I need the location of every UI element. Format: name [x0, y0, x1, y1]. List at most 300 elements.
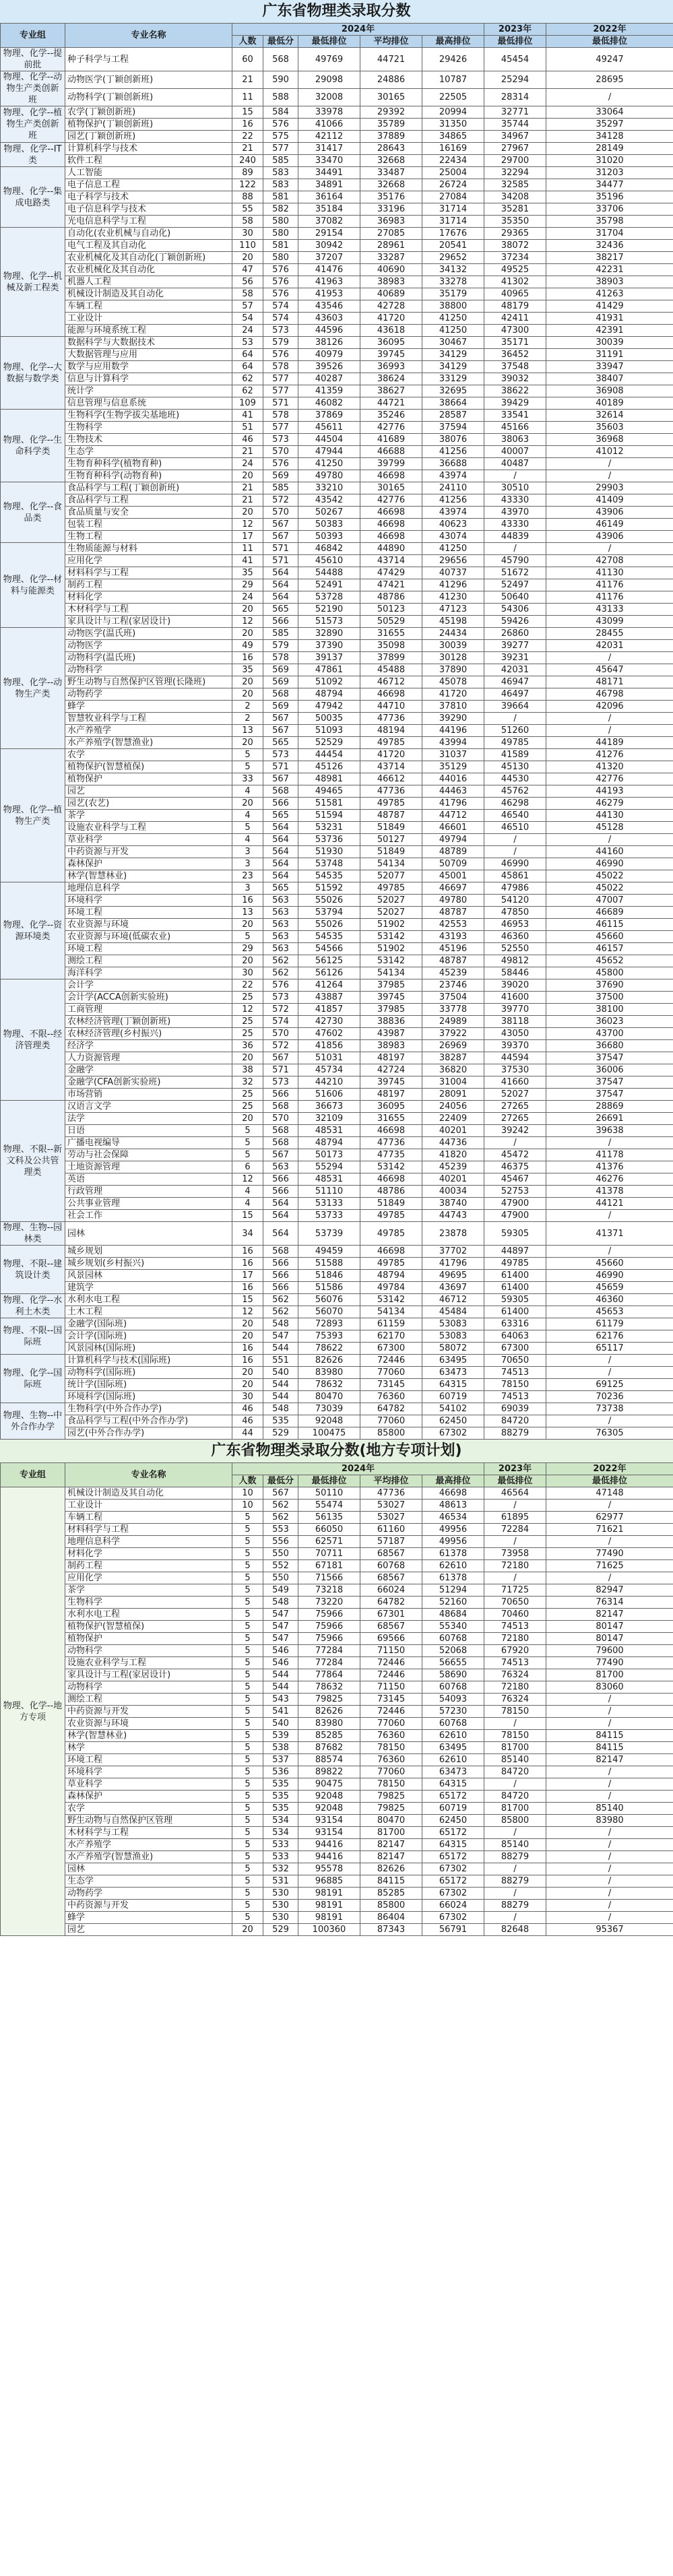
- min-score: 569: [263, 676, 298, 688]
- avg-rank: 42724: [360, 1064, 422, 1076]
- count: 16: [232, 1246, 263, 1258]
- rank-2023: 52497: [484, 579, 546, 591]
- rank-2023: 76324: [484, 1694, 546, 1706]
- min-rank: 50110: [298, 1487, 360, 1500]
- min-rank: 75966: [298, 1609, 360, 1621]
- rank-2022: 32436: [546, 240, 673, 252]
- major-name: 生物科学(中外合作办学): [65, 1403, 232, 1415]
- rank-2022: 46990: [546, 1270, 673, 1282]
- min-rank: 49780: [298, 470, 360, 482]
- major-name: 环境科学: [65, 1766, 232, 1778]
- count: 29: [232, 579, 263, 591]
- max-rank: 60768: [422, 1633, 484, 1645]
- min-score: 566: [263, 1089, 298, 1101]
- rank-2022: 80147: [546, 1621, 673, 1633]
- major-name: 家具设计与工程(家居设计): [65, 1669, 232, 1681]
- min-score: 576: [263, 276, 298, 288]
- avg-rank: 31655: [360, 1113, 422, 1125]
- rank-2023: 41660: [484, 1076, 546, 1089]
- count: 5: [232, 1584, 263, 1597]
- max-rank: 32695: [422, 385, 484, 397]
- min-score: 570: [263, 507, 298, 519]
- count: 35: [232, 567, 263, 579]
- min-rank: 41476: [298, 264, 360, 276]
- rank-2022: /: [546, 1839, 673, 1851]
- avg-rank: 39745: [360, 1076, 422, 1089]
- table-row: [1, 992, 673, 1004]
- max-rank: 24110: [422, 482, 484, 494]
- max-rank: 24434: [422, 628, 484, 640]
- avg-rank: 67300: [360, 1343, 422, 1355]
- major-name: 水产养殖学: [65, 1839, 232, 1851]
- min-rank: 49459: [298, 1246, 360, 1258]
- table-row: [1, 1391, 673, 1403]
- count: 33: [232, 773, 263, 785]
- rank-2022: 38100: [546, 1004, 673, 1016]
- major-name: 法学: [65, 1113, 232, 1125]
- rank-2022: /: [546, 458, 673, 470]
- table-row: [1, 1512, 673, 1524]
- max-rank: 27084: [422, 191, 484, 203]
- major-name: 环境工程: [65, 907, 232, 919]
- min-rank: 53728: [298, 591, 360, 604]
- min-rank: 37869: [298, 410, 360, 422]
- rank-2022: 36680: [546, 1040, 673, 1052]
- rank-2023: 38622: [484, 385, 546, 397]
- major-name: 测绘工程: [65, 1694, 232, 1706]
- min-score: 563: [263, 907, 298, 919]
- rank-2023: 78150: [484, 1379, 546, 1391]
- min-rank: 39137: [298, 652, 360, 664]
- min-score: 563: [263, 895, 298, 907]
- min-score: 571: [263, 761, 298, 773]
- rank-2022: 43099: [546, 616, 673, 628]
- major-name: 工业设计: [65, 1500, 232, 1512]
- count: 20: [232, 252, 263, 264]
- rank-2023: 64063: [484, 1330, 546, 1343]
- min-score: 567: [263, 1052, 298, 1064]
- table-row: [1, 567, 673, 579]
- header-2024: 2024年: [232, 24, 484, 36]
- table-row: [1, 895, 673, 907]
- rank-2023: 37530: [484, 1064, 546, 1076]
- rank-2022: 41931: [546, 313, 673, 325]
- avg-rank: 78150: [360, 1778, 422, 1791]
- avg-rank: 46698: [360, 519, 422, 531]
- max-rank: 46534: [422, 1512, 484, 1524]
- count: 20: [232, 604, 263, 616]
- rank-2023: /: [484, 1888, 546, 1900]
- count: 4: [232, 810, 263, 822]
- rank-2023: 42411: [484, 313, 546, 325]
- rank-2022: 73738: [546, 1403, 673, 1415]
- max-rank: 67302: [422, 1912, 484, 1924]
- min-rank: 51930: [298, 846, 360, 858]
- min-score: 552: [263, 1560, 298, 1572]
- min-score: 567: [263, 519, 298, 531]
- max-rank: 38740: [422, 1198, 484, 1210]
- min-rank: 77864: [298, 1669, 360, 1681]
- major-name: 日语: [65, 1125, 232, 1137]
- min-rank: 49465: [298, 785, 360, 798]
- avg-rank: 67301: [360, 1609, 422, 1621]
- rank-2023: 39231: [484, 652, 546, 664]
- major-name: 动物科学: [65, 1645, 232, 1657]
- rank-2023: 49785: [484, 737, 546, 749]
- table-row: [1, 1089, 673, 1101]
- max-rank: 29426: [422, 48, 484, 71]
- rank-2022: 36006: [546, 1064, 673, 1076]
- min-rank: 43542: [298, 494, 360, 507]
- max-rank: 24989: [422, 1016, 484, 1028]
- major-name: 野生动物与自然保护区管理: [65, 1815, 232, 1827]
- avg-rank: 39745: [360, 992, 422, 1004]
- max-rank: 30039: [422, 640, 484, 652]
- count: 49: [232, 640, 263, 652]
- rank-2022: 46276: [546, 1173, 673, 1186]
- min-score: 585: [263, 155, 298, 167]
- rank-2022: /: [546, 713, 673, 725]
- min-score: 537: [263, 1754, 298, 1766]
- rank-2023: 37234: [484, 252, 546, 264]
- major-name: 电子信息科学与技术: [65, 203, 232, 216]
- rank-2022: 37547: [546, 1076, 673, 1089]
- table-row: [1, 1330, 673, 1343]
- max-rank: 41256: [422, 446, 484, 458]
- min-rank: 73218: [298, 1584, 360, 1597]
- avg-rank: 46698: [360, 1125, 422, 1137]
- min-rank: 90475: [298, 1778, 360, 1791]
- max-rank: 62610: [422, 1560, 484, 1572]
- min-rank: 50393: [298, 531, 360, 543]
- rank-2022: /: [546, 834, 673, 846]
- rank-2023: 46947: [484, 676, 546, 688]
- avg-rank: 40689: [360, 288, 422, 300]
- rank-2023: 43330: [484, 519, 546, 531]
- table-row: [1, 1681, 673, 1694]
- table-row: [1, 810, 673, 822]
- min-score: 588: [263, 89, 298, 106]
- rank-2023: 85140: [484, 1754, 546, 1766]
- rank-2023: 38063: [484, 434, 546, 446]
- count: 5: [232, 1645, 263, 1657]
- rank-2022: 37547: [546, 1052, 673, 1064]
- count: 5: [232, 1597, 263, 1609]
- max-rank: 43193: [422, 931, 484, 943]
- major-name: 农业机械化及其自动化: [65, 264, 232, 276]
- table-row: [1, 361, 673, 373]
- major-name: 统计学(国际班): [65, 1379, 232, 1391]
- count: 20: [232, 1052, 263, 1064]
- count: 41: [232, 555, 263, 567]
- max-rank: 37594: [422, 422, 484, 434]
- avg-rank: 47736: [360, 785, 422, 798]
- min-rank: 44504: [298, 434, 360, 446]
- min-rank: 51092: [298, 676, 360, 688]
- header-2024: 2024年: [232, 1463, 484, 1475]
- min-rank: 42112: [298, 131, 360, 143]
- count: 60: [232, 48, 263, 71]
- count: 5: [232, 1730, 263, 1742]
- min-score: 590: [263, 71, 298, 89]
- table-row: [1, 931, 673, 943]
- table-row: [1, 1004, 673, 1016]
- major-name: 园艺: [65, 1924, 232, 1936]
- count: 5: [232, 1742, 263, 1754]
- max-rank: 36820: [422, 1064, 484, 1076]
- group-label: 物理、不限--经济管理类: [1, 979, 65, 1101]
- major-name: 木材科学与工程: [65, 604, 232, 616]
- table-row: [1, 1500, 673, 1512]
- min-rank: 50173: [298, 1149, 360, 1161]
- min-rank: 78632: [298, 1681, 360, 1694]
- rank-2022: 45128: [546, 822, 673, 834]
- rank-2023: 70650: [484, 1597, 546, 1609]
- min-score: 562: [263, 1512, 298, 1524]
- table-row: [1, 228, 673, 240]
- min-score: 562: [263, 1294, 298, 1306]
- rank-2023: 61400: [484, 1282, 546, 1294]
- major-name: 数据科学与大数据技术: [65, 337, 232, 349]
- max-rank: 44196: [422, 725, 484, 737]
- max-rank: 63473: [422, 1766, 484, 1778]
- major-name: 广播电视编导: [65, 1137, 232, 1149]
- rank-2022: 42231: [546, 264, 673, 276]
- min-rank: 94416: [298, 1839, 360, 1851]
- min-score: 574: [263, 313, 298, 325]
- min-score: 547: [263, 1633, 298, 1645]
- major-name: 水产养殖学(智慧渔业): [65, 737, 232, 749]
- major-name: 材料科学与工程: [65, 1524, 232, 1536]
- rank-2023: 46564: [484, 1487, 546, 1500]
- min-score: 546: [263, 1645, 298, 1657]
- rank-2023: 46375: [484, 1161, 546, 1173]
- min-score: 564: [263, 579, 298, 591]
- min-rank: 80470: [298, 1391, 360, 1403]
- table-row: [1, 652, 673, 664]
- rank-2023: /: [484, 1536, 546, 1548]
- group-label: 物理、化学--提前批: [1, 48, 65, 71]
- rank-2023: 59305: [484, 1222, 546, 1246]
- rank-2023: 54306: [484, 604, 546, 616]
- min-score: 531: [263, 1875, 298, 1888]
- avg-rank: 52027: [360, 907, 422, 919]
- major-name: 动物药学: [65, 688, 232, 701]
- max-rank: 67302: [422, 1888, 484, 1900]
- major-name: 园林: [65, 1222, 232, 1246]
- header-row: [1, 24, 673, 36]
- max-rank: 45239: [422, 967, 484, 979]
- major-name: 动物医学(丁颖创新班): [65, 71, 232, 89]
- avg-rank: 36095: [360, 337, 422, 349]
- max-rank: 41250: [422, 313, 484, 325]
- min-score: 570: [263, 1028, 298, 1040]
- avg-rank: 35789: [360, 119, 422, 131]
- min-rank: 37082: [298, 216, 360, 228]
- rank-2023: 51260: [484, 725, 546, 737]
- table-row: [1, 143, 673, 155]
- count: 16: [232, 1355, 263, 1367]
- rank-2023: 27265: [484, 1101, 546, 1113]
- count: 3: [232, 846, 263, 858]
- major-name: 动物医学(温氏班): [65, 628, 232, 640]
- header-group: 专业组: [1, 1463, 65, 1487]
- rank-2022: 41429: [546, 300, 673, 313]
- max-rank: 44743: [422, 1210, 484, 1222]
- max-rank: 34129: [422, 349, 484, 361]
- min-score: 569: [263, 701, 298, 713]
- rank-2022: 82947: [546, 1584, 673, 1597]
- rank-2022: 28455: [546, 628, 673, 640]
- avg-rank: 52077: [360, 870, 422, 882]
- rank-2022: /: [546, 1572, 673, 1584]
- min-score: 536: [263, 1766, 298, 1778]
- header-minrank: 最低排位: [298, 1475, 360, 1487]
- rank-2023: 44897: [484, 1246, 546, 1258]
- table-row: [1, 1210, 673, 1222]
- rank-2022: /: [546, 1415, 673, 1427]
- count: 4: [232, 834, 263, 846]
- table-row: [1, 773, 673, 785]
- min-score: 540: [263, 1718, 298, 1730]
- max-rank: 58690: [422, 1669, 484, 1681]
- special-plan-section: [0, 1440, 673, 1936]
- rank-2022: 46689: [546, 907, 673, 919]
- table-row: [1, 470, 673, 482]
- major-name: 机器人工程: [65, 276, 232, 288]
- rank-2022: 29903: [546, 482, 673, 494]
- rank-2022: 41178: [546, 1149, 673, 1161]
- max-rank: 41796: [422, 1258, 484, 1270]
- table-row: [1, 71, 673, 89]
- min-score: 533: [263, 1839, 298, 1851]
- table-row: [1, 1161, 673, 1173]
- rank-2022: 42391: [546, 325, 673, 337]
- rank-2023: 88279: [484, 1427, 546, 1440]
- rank-2022: /: [546, 543, 673, 555]
- major-name: 智慧牧业科学与工程: [65, 713, 232, 725]
- rank-2023: /: [484, 1500, 546, 1512]
- table-row: [1, 1064, 673, 1076]
- min-rank: 32890: [298, 628, 360, 640]
- count: 5: [232, 822, 263, 834]
- rank-2022: /: [546, 1210, 673, 1222]
- min-score: 544: [263, 1343, 298, 1355]
- count: 20: [232, 507, 263, 519]
- rank-2023: 59305: [484, 1294, 546, 1306]
- rank-2022: 46279: [546, 798, 673, 810]
- major-name: 风景园林: [65, 1270, 232, 1282]
- count: 20: [232, 470, 263, 482]
- table-row: [1, 967, 673, 979]
- rank-2023: 39429: [484, 397, 546, 410]
- group-label: 物理、化学--地方专项: [1, 1487, 65, 1936]
- table-row: [1, 1101, 673, 1113]
- avg-rank: 53142: [360, 1161, 422, 1173]
- rank-2022: 30039: [546, 337, 673, 349]
- count: 2: [232, 701, 263, 713]
- min-score: 573: [263, 992, 298, 1004]
- avg-rank: 48794: [360, 1270, 422, 1282]
- table-row: [1, 822, 673, 834]
- avg-rank: 43714: [360, 555, 422, 567]
- table-row: [1, 1294, 673, 1306]
- rank-2023: 39020: [484, 979, 546, 992]
- max-rank: 65172: [422, 1851, 484, 1863]
- min-score: 535: [263, 1791, 298, 1803]
- count: 46: [232, 1415, 263, 1427]
- avg-rank: 48197: [360, 1089, 422, 1101]
- max-rank: 46601: [422, 822, 484, 834]
- table-row: [1, 1754, 673, 1766]
- min-rank: 43887: [298, 992, 360, 1004]
- rank-2022: 69125: [546, 1379, 673, 1391]
- avg-rank: 43987: [360, 1028, 422, 1040]
- rank-2023: 88279: [484, 1900, 546, 1912]
- count: 46: [232, 434, 263, 446]
- count: 5: [232, 1681, 263, 1694]
- rank-2023: 42031: [484, 664, 546, 676]
- rank-2023: 44839: [484, 531, 546, 543]
- min-rank: 51581: [298, 798, 360, 810]
- max-rank: 65172: [422, 1875, 484, 1888]
- table-row: [1, 1669, 673, 1681]
- max-rank: 61378: [422, 1572, 484, 1584]
- rank-2022: 31020: [546, 155, 673, 167]
- avg-rank: 85800: [360, 1900, 422, 1912]
- min-rank: 51592: [298, 882, 360, 895]
- table-row: [1, 1584, 673, 1597]
- major-name: 林学(智慧林业): [65, 1730, 232, 1742]
- group-label: 物理、不限--建筑设计类: [1, 1246, 65, 1294]
- rank-2023: 61400: [484, 1306, 546, 1318]
- rank-2023: 37548: [484, 361, 546, 373]
- table-row: [1, 385, 673, 397]
- rank-2022: 79600: [546, 1645, 673, 1657]
- min-rank: 100360: [298, 1924, 360, 1936]
- min-score: 572: [263, 1040, 298, 1052]
- min-score: 576: [263, 119, 298, 131]
- min-rank: 66050: [298, 1524, 360, 1536]
- header-count: 人数: [232, 1475, 263, 1487]
- min-score: 584: [263, 106, 298, 119]
- major-name: 植物保护(丁颖创新班): [65, 119, 232, 131]
- count: 5: [232, 1621, 263, 1633]
- min-rank: 83980: [298, 1718, 360, 1730]
- min-score: 578: [263, 361, 298, 373]
- table-row: [1, 240, 673, 252]
- max-rank: 64315: [422, 1379, 484, 1391]
- table-row: [1, 785, 673, 798]
- rank-2023: 69039: [484, 1403, 546, 1415]
- major-name: 机械设计制造及其自动化: [65, 288, 232, 300]
- major-name: 包装工程: [65, 519, 232, 531]
- table-row: [1, 1839, 673, 1851]
- min-score: 544: [263, 1681, 298, 1694]
- major-name: 自动化(农业机械与自动化): [65, 228, 232, 240]
- min-rank: 32008: [298, 89, 360, 106]
- min-score: 540: [263, 1367, 298, 1379]
- table-row: [1, 664, 673, 676]
- avg-rank: 69566: [360, 1633, 422, 1645]
- avg-rank: 78150: [360, 1742, 422, 1754]
- avg-rank: 82147: [360, 1851, 422, 1863]
- min-score: 535: [263, 1803, 298, 1815]
- table-row: [1, 1246, 673, 1258]
- min-score: 565: [263, 737, 298, 749]
- rank-2022: 35196: [546, 191, 673, 203]
- avg-rank: 61159: [360, 1318, 422, 1330]
